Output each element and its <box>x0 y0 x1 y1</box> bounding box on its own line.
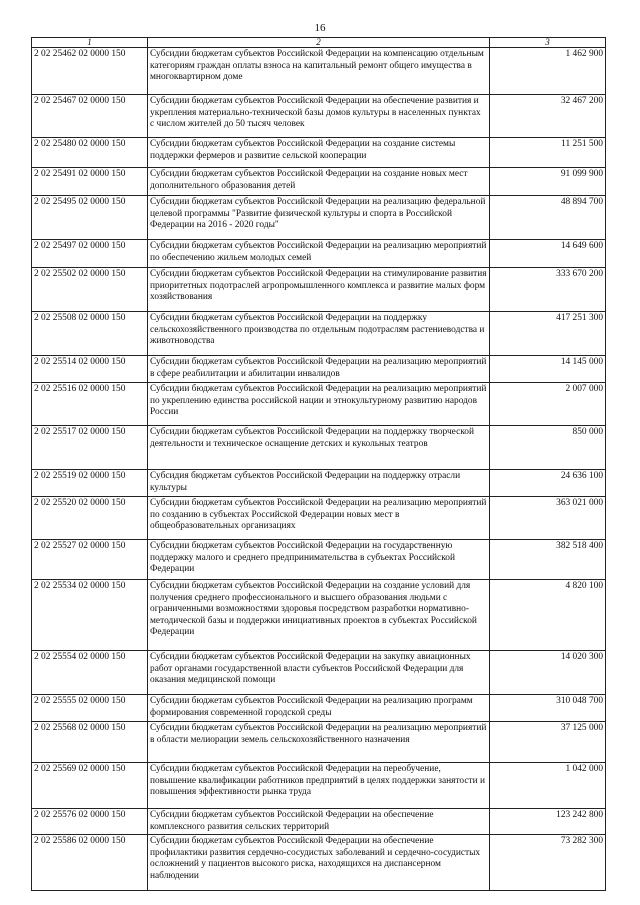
table-row <box>32 312 606 356</box>
row-amount: 1 462 900 <box>490 48 606 95</box>
row-amount: 14 649 600 <box>490 240 606 268</box>
budget-table <box>31 37 606 891</box>
row-name: Субсидии бюджетам субъектов Российской Федерации на закупку авиационных работ органами государственной власти субъектов Российской Федерации для оказания медицинской помощи <box>148 651 490 695</box>
row-amount: 850 000 <box>490 426 606 470</box>
row-amount: 1 042 000 <box>490 763 606 809</box>
row-code: 2 02 25491 02 0000 150 <box>32 168 148 196</box>
row-name: Субсидия бюджетам субъектов Российской Федерации на поддержку отрасли культуры <box>148 470 490 497</box>
table-row <box>32 48 606 95</box>
row-name: Субсидии бюджетам субъектов Российской Федерации на создание системы поддержки фермеров и развитие сельской кооперации <box>148 138 490 168</box>
row-name: Субсидии бюджетам субъектов Российской Федерации на реализацию мероприятий в области мелиорации земель сельскохозяйственного назначения <box>148 722 490 763</box>
row-code: 2 02 25467 02 0000 150 <box>32 95 148 138</box>
table-row <box>32 356 606 383</box>
page-number: 16 <box>314 22 326 34</box>
row-code: 2 02 25586 02 0000 150 <box>32 835 148 891</box>
row-name: Субсидии бюджетам субъектов Российской Федерации на поддержку творческой деятельности и техническое оснащение детских и кукольных театров <box>148 426 490 470</box>
row-code: 2 02 25534 02 0000 150 <box>32 580 148 651</box>
row-code: 2 02 25569 02 0000 150 <box>32 763 148 809</box>
row-code: 2 02 25514 02 0000 150 <box>32 356 148 383</box>
table-row <box>32 540 606 580</box>
row-name: Субсидии бюджетам субъектов Российской Федерации на создание новых мест дополнительного образования детей <box>148 168 490 196</box>
row-name: Субсидии бюджетам субъектов Российской Федерации на обеспечение развития и укрепления материально-технической базы домов культуры в населенных пунктах с числом жителей до 50 тысяч человек <box>148 95 490 138</box>
table-row <box>32 651 606 695</box>
row-amount: 91 099 900 <box>490 168 606 196</box>
row-name: Субсидии бюджетам субъектов Российской Федерации на реализацию программ формирования современной городской среды <box>148 695 490 722</box>
row-amount: 32 467 200 <box>490 95 606 138</box>
row-amount: 4 820 100 <box>490 580 606 651</box>
row-amount: 310 048 700 <box>490 695 606 722</box>
row-code: 2 02 25516 02 0000 150 <box>32 383 148 426</box>
table-row <box>32 497 606 540</box>
table-row <box>32 835 606 891</box>
table-row <box>32 268 606 312</box>
row-amount: 363 021 000 <box>490 497 606 540</box>
table-row <box>32 138 606 168</box>
row-code: 2 02 25462 02 0000 150 <box>32 48 148 95</box>
row-code: 2 02 25495 02 0000 150 <box>32 196 148 240</box>
row-code: 2 02 25576 02 0000 150 <box>32 809 148 835</box>
row-code: 2 02 25554 02 0000 150 <box>32 651 148 695</box>
row-name: Субсидии бюджетам субъектов Российской Федерации на реализацию мероприятий в сфере реабилитации и абилитации инвалидов <box>148 356 490 383</box>
row-amount: 73 282 300 <box>490 835 606 891</box>
row-code: 2 02 25508 02 0000 150 <box>32 312 148 356</box>
row-code: 2 02 25497 02 0000 150 <box>32 240 148 268</box>
row-amount: 2 007 000 <box>490 383 606 426</box>
row-amount: 37 125 000 <box>490 722 606 763</box>
row-name: Субсидии бюджетам субъектов Российской Федерации на реализацию мероприятий по созданию в субъектах Российской Федерации новых мест в общеобразовательных организациях <box>148 497 490 540</box>
table-row <box>32 763 606 809</box>
row-code: 2 02 25568 02 0000 150 <box>32 722 148 763</box>
row-amount: 14 145 000 <box>490 356 606 383</box>
row-amount: 123 242 800 <box>490 809 606 835</box>
row-name: Субсидии бюджетам субъектов Российской Федерации на компенсацию отдельным категориям граждан оплаты взноса на капитальный ремонт общего имущества в многоквартирном доме <box>148 48 490 95</box>
row-code: 2 02 25527 02 0000 150 <box>32 540 148 580</box>
row-name: Субсидии бюджетам субъектов Российской Федерации на реализацию мероприятий по обеспечению жильем молодых семей <box>148 240 490 268</box>
row-amount: 333 670 200 <box>490 268 606 312</box>
row-name: Субсидии бюджетам субъектов Российской Федерации на обеспечение профилактики развития сердечно-сосудистых заболеваний и сердечно-сосудистых осложнений у пациентов высокого риска, находящихся на диспансерном наблюдении <box>148 835 490 891</box>
row-name: Субсидии бюджетам субъектов Российской Федерации на государственную поддержку малого и среднего предпринимательства в субъектах Российской Федерации <box>148 540 490 580</box>
table-row <box>32 722 606 763</box>
table-row <box>32 383 606 426</box>
row-name: Субсидии бюджетам субъектов Российской Федерации на реализацию мероприятий по укреплению единства российской нации и этнокультурному развитию народов России <box>148 383 490 426</box>
row-code: 2 02 25517 02 0000 150 <box>32 426 148 470</box>
row-amount: 11 251 500 <box>490 138 606 168</box>
table-row <box>32 240 606 268</box>
row-amount: 417 251 300 <box>490 312 606 356</box>
row-amount: 48 894 700 <box>490 196 606 240</box>
row-amount: 14 020 300 <box>490 651 606 695</box>
table-row <box>32 168 606 196</box>
row-name: Субсидии бюджетам субъектов Российской Федерации на обеспечение комплексного развития сельских территорий <box>148 809 490 835</box>
row-amount: 382 518 400 <box>490 540 606 580</box>
table-header-row <box>32 38 606 48</box>
row-name: Субсидии бюджетам субъектов Российской Федерации на создание условий для получения среднего профессионального и высшего образования людьми с ограниченными возможностями здоровья посредством разработки нормативно-методической базы и поддержки инициативных проектов в субъектах Российской Федерации <box>148 580 490 651</box>
table-row <box>32 95 606 138</box>
row-code: 2 02 25519 02 0000 150 <box>32 470 148 497</box>
table-row <box>32 580 606 651</box>
column-header-name: 2 <box>148 38 490 48</box>
table-row <box>32 426 606 470</box>
table-row <box>32 809 606 835</box>
row-code: 2 02 25555 02 0000 150 <box>32 695 148 722</box>
row-code: 2 02 25480 02 0000 150 <box>32 138 148 168</box>
column-header-code: 1 <box>32 38 148 48</box>
column-header-amount: 3 <box>490 38 606 48</box>
row-name: Субсидии бюджетам субъектов Российской Федерации на поддержку сельскохозяйственного производства по отдельным подотраслям растениеводства и животноводства <box>148 312 490 356</box>
row-code: 2 02 25520 02 0000 150 <box>32 497 148 540</box>
row-name: Субсидии бюджетам субъектов Российской Федерации на переобучение, повышение квалификации работников предприятий в целях поддержки занятости и повышения эффективности рынка труда <box>148 763 490 809</box>
row-code: 2 02 25502 02 0000 150 <box>32 268 148 312</box>
row-amount: 24 636 100 <box>490 470 606 497</box>
row-name: Субсидии бюджетам субъектов Российской Федерации на реализацию федеральной целевой программы "Развитие физической культуры и спорта в Российской Федерации на 2016 - 2020 годы" <box>148 196 490 240</box>
table-row <box>32 695 606 722</box>
table-row <box>32 470 606 497</box>
row-name: Субсидии бюджетам субъектов Российской Федерации на стимулирование развития приоритетных подотраслей агропромышленного комплекса и развитие малых форм хозяйствования <box>148 268 490 312</box>
table-row <box>32 196 606 240</box>
